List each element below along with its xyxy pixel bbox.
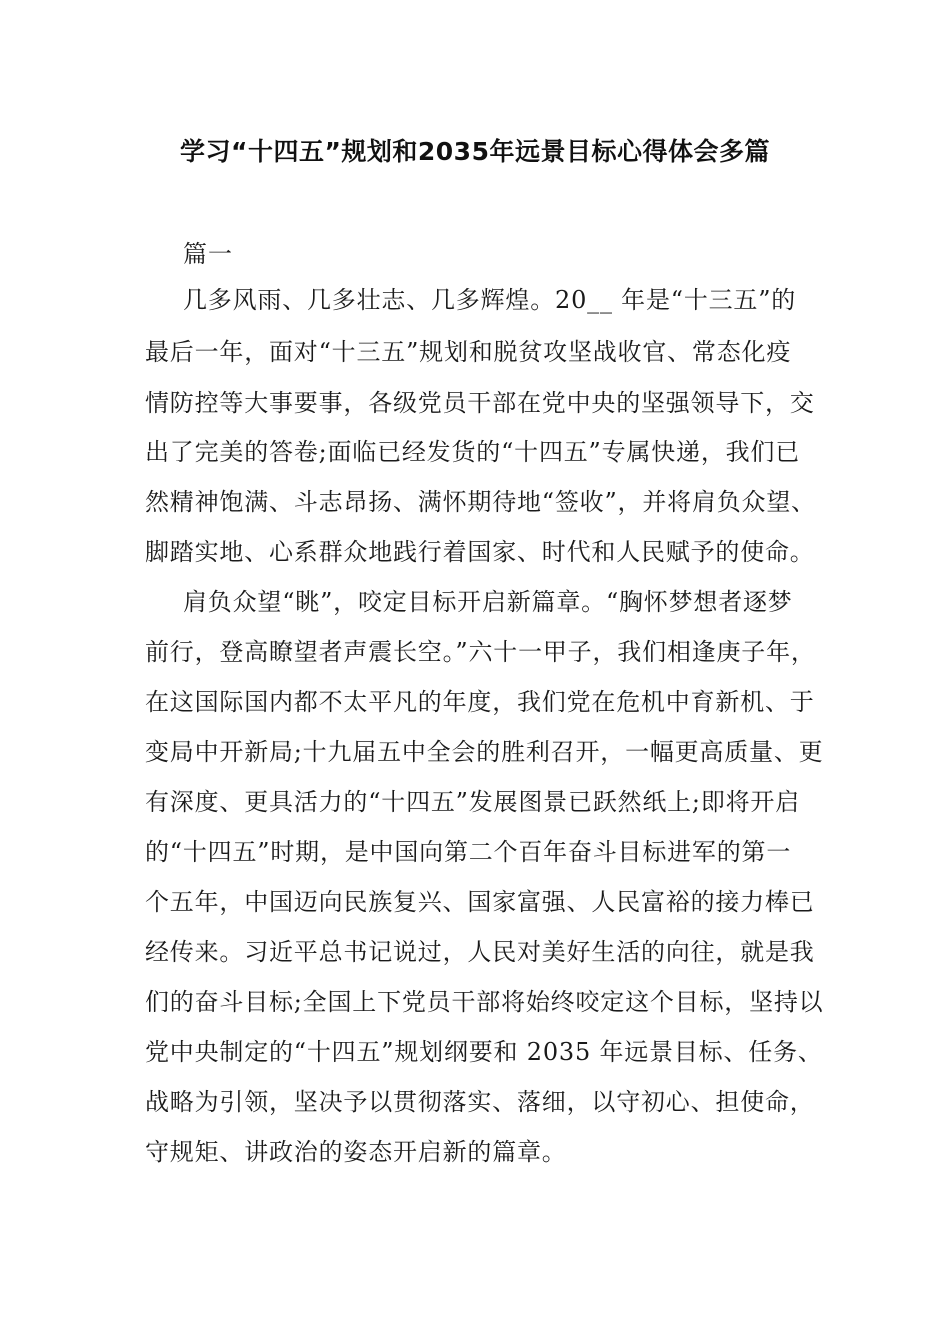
paragraph-line: 在这国际国内都不太平凡的年度，我们党在危机中育新机、于: [145, 688, 815, 716]
paragraph-line: 前行，登高瞭望者声震长空。”六十一甲子，我们相逢庚子年，: [145, 638, 816, 666]
paragraph-line: 经传来。习近平总书记说过，人民对美好生活的向往，就是我: [145, 938, 815, 966]
paragraph-line: 有深度、更具活力的“十四五”发展图景已跃然纸上;即将开启: [145, 788, 801, 816]
paragraph-line: 守规矩、讲政治的姿态开启新的篇章。: [145, 1138, 567, 1166]
document-title: 学习“十四五”规划和2035年远景目标心得体会多篇: [180, 137, 770, 166]
paragraph-line: 党中央制定的“十四五”规划纲要和 2035 年远景目标、任务、: [145, 1038, 823, 1066]
paragraph-line: 出了完美的答卷;面临已经发货的“十四五”专属快递，我们已: [145, 438, 801, 466]
paragraph-line: 肩负众望“眺”，咬定目标开启新篇章。“胸怀梦想者逐梦: [183, 588, 793, 616]
section-label: 篇一: [183, 240, 233, 268]
paragraph-line: 个五年，中国迈向民族复兴、国家富强、人民富裕的接力棒已: [145, 888, 815, 916]
paragraph-line: 变局中开新局;十九届五中全会的胜利召开，一幅更高质量、更: [145, 738, 824, 766]
paragraph-line: 脚踏实地、心系群众地践行着国家、时代和人民赋予的使命。: [145, 538, 815, 566]
paragraph-line: 战略为引领，坚决予以贯彻落实、落细，以守初心、担使命，: [145, 1088, 815, 1116]
paragraph-line: 最后一年，面对“十三五”规划和脱贫攻坚战收官、常态化疫: [145, 338, 792, 366]
paragraph-line: 的“十四五”时期，是中国向第二个百年奋斗目标进军的第一: [145, 838, 792, 866]
paragraph-line: 几多风雨、几多壮志、几多辉煌。20__ 年是“十三五”的: [183, 286, 797, 314]
paragraph-line: 情防控等大事要事，各级党员干部在党中央的坚强领导下，交: [145, 389, 815, 417]
paragraph-line: 然精神饱满、斗志昂扬、满怀期待地“签收”，并将肩负众望、: [145, 488, 816, 516]
paragraph-line: 们的奋斗目标;全国上下党员干部将始终咬定这个目标，坚持以: [145, 988, 824, 1016]
